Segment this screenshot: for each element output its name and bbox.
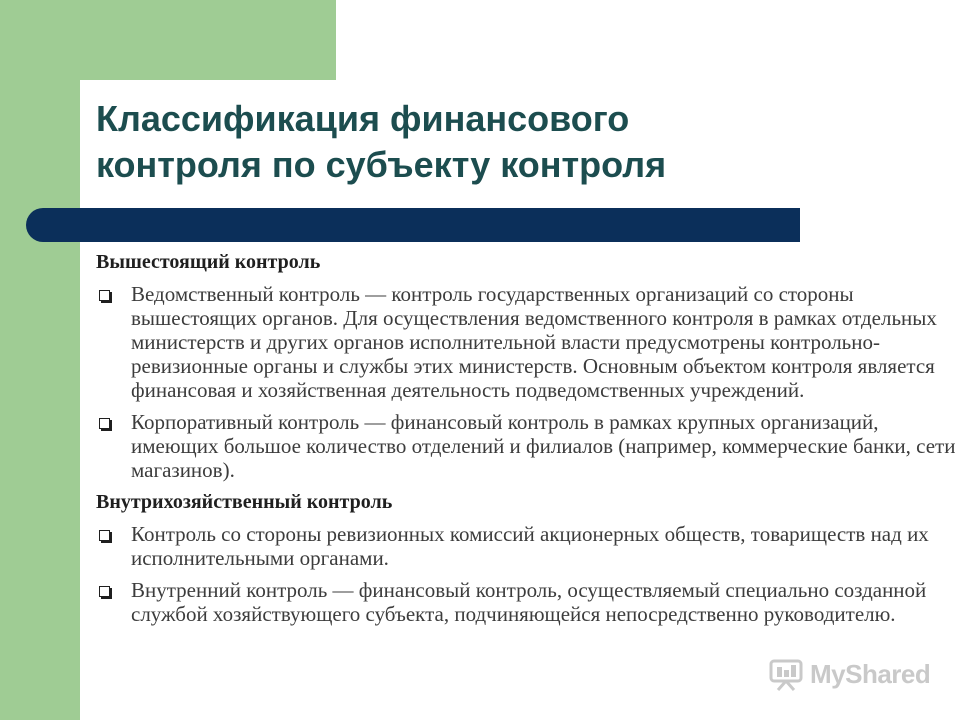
square-bullet-icon xyxy=(99,586,110,597)
bullet-text: Корпоративный контроль — финансовый контроль в рамках крупных организаций, имеющих большое количество отделений и филиалов (например, коммерческие банки, сети магазинов). xyxy=(131,410,956,482)
title-underline-bar xyxy=(26,208,800,242)
square-bullet-icon xyxy=(99,290,110,301)
section-heading-internal-control: Внутрихозяйственный контроль xyxy=(96,491,393,513)
bullet-text: Контроль со стороны ревизионных комиссий акционерных обществ, товариществ над их исполнительными органами. xyxy=(131,522,929,570)
watermark-text: MyShared xyxy=(810,658,931,689)
section-heading-superior-control: Вышестоящий контроль xyxy=(96,251,321,273)
square-bullet-icon xyxy=(99,418,110,429)
slide-title-line2: контроля по субъекту контроля xyxy=(96,144,667,185)
slide-content xyxy=(96,250,956,634)
left-green-strip xyxy=(0,0,80,720)
slide-title xyxy=(96,96,856,188)
slide-title-line1: Классификация финансового xyxy=(96,98,630,139)
myshared-watermark xyxy=(768,656,930,692)
presentation-screen-icon xyxy=(768,657,804,691)
square-bullet-icon xyxy=(99,530,110,541)
bullet-item xyxy=(96,522,956,570)
bullet-item xyxy=(96,282,956,402)
bullet-item xyxy=(96,578,956,626)
bullet-item xyxy=(96,410,956,482)
bullet-text: Ведомственный контроль — контроль государственных организаций со стороны вышестоящих органов. Для осуществления ведомственного контроля в рамках отдельных министерств и других органов исполнительной власти предусмотрены контрольно-ревизионные органы и службы этих министерств. Основным объектом контроля является финансовая и хозяйственная деятельность подведомственных учреждений. xyxy=(131,282,937,402)
top-green-block xyxy=(80,0,336,80)
bullet-text: Внутренний контроль — финансовый контроль, осуществляемый специально созданной службой хозяйствующего субъекта, подчиняющейся непосредственно руководителю. xyxy=(131,578,927,626)
